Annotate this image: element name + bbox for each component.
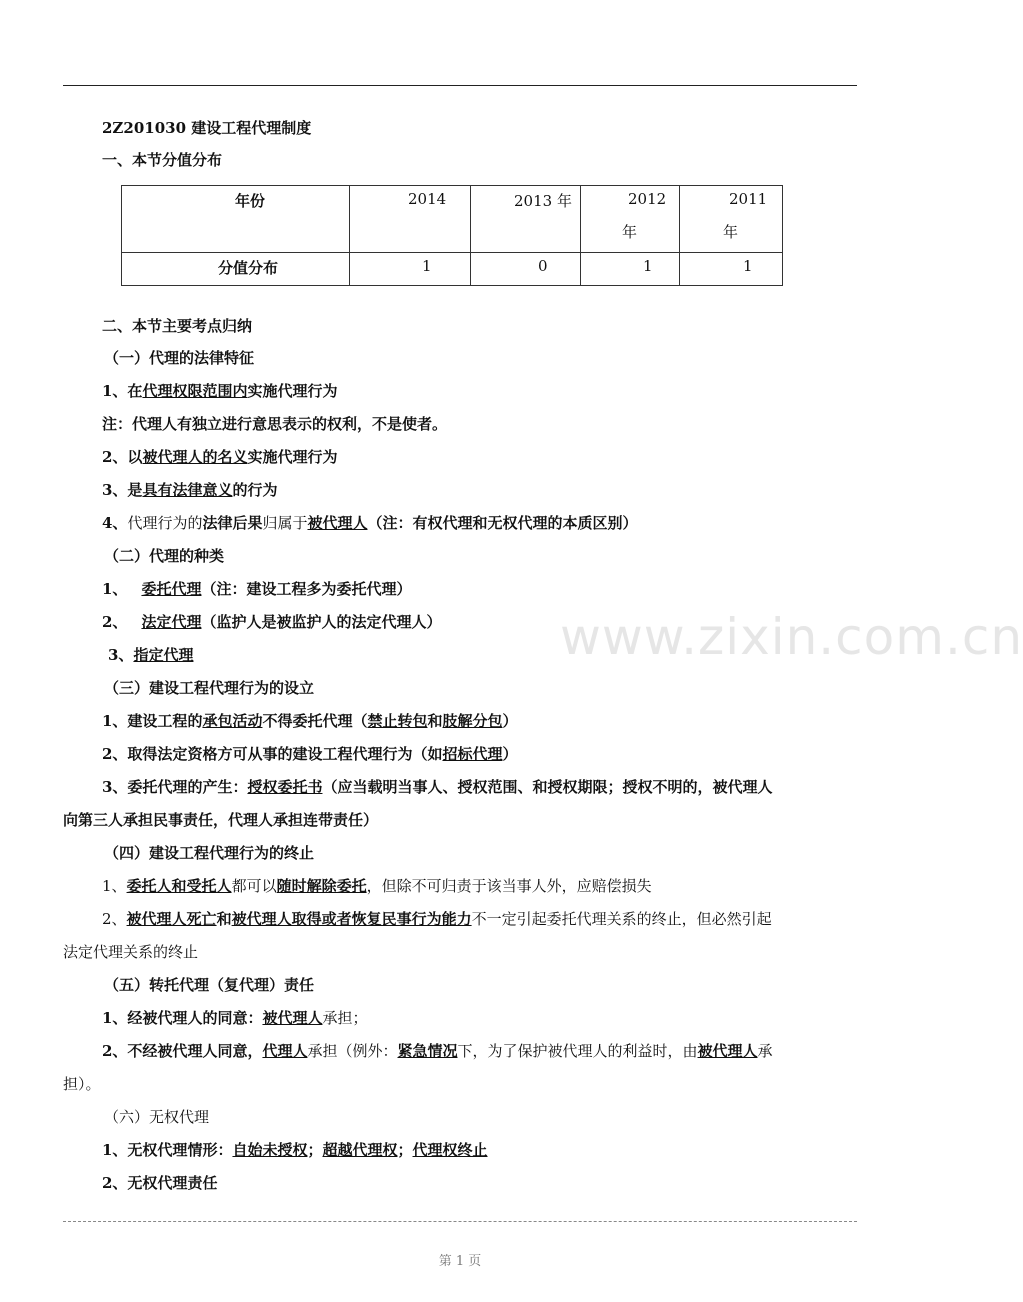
list-item-continuation: 担）。 — [63, 1075, 101, 1093]
list-item: 2、不经被代理人同意，代理人承担（例外：紧急情况下，为了保护被代理人的利益时，由被代理人承 — [102, 1042, 773, 1060]
list-item: 3、委托代理的产生：授权委托书（应当载明当事人、授权范围、和授权期限；授权不明的，被代理人 — [102, 778, 773, 796]
subsection-title: （三）建设工程代理行为的设立 — [104, 679, 315, 697]
table-cell: 分值分布 — [122, 253, 350, 286]
list-item: 1、在代理权限范围内实施代理行为 — [102, 382, 338, 400]
list-item: 2、 法定代理（监护人是被监护人的法定代理人） — [102, 613, 442, 631]
subsection-title: （四）建设工程代理行为的终止 — [104, 844, 315, 862]
list-item: 4、代理行为的法律后果归属于被代理人（注：有权代理和无权代理的本质区别） — [102, 514, 638, 532]
list-item: 2、取得法定资格方可从事的建设工程代理行为（如招标代理） — [102, 745, 518, 763]
list-item: 2、以被代理人的名义实施代理行为 — [102, 448, 338, 466]
table-cell: 0 — [471, 253, 581, 286]
table-cell: 年份 — [122, 186, 350, 253]
note: 注：代理人有独立进行意思表示的权利，不是使者。 — [102, 415, 448, 433]
list-item: 3、是具有法律意义的行为 — [102, 481, 278, 499]
subsection-title: （六）无权代理 — [104, 1108, 210, 1126]
watermark: www.zixin.com.cn — [560, 608, 1023, 666]
table-cell: 2012 年 — [581, 186, 680, 253]
list-item: 1、建设工程的承包活动不得委托代理（禁止转包和肢解分包） — [102, 712, 518, 730]
section-2-title: 二、本节主要考点归纳 — [102, 317, 253, 335]
table-cell: 2011 年 — [680, 186, 783, 253]
page-number: 第 1 页 — [438, 1254, 482, 1269]
list-item: 1、无权代理情形：自始未授权；超越代理权；代理权终止 — [102, 1141, 488, 1159]
table-cell: 2013 年 — [471, 186, 581, 253]
section-1-title: 一、本节分值分布 — [102, 151, 223, 169]
subsection-title: （一）代理的法律特征 — [104, 349, 255, 367]
list-item: 1、经被代理人的同意：被代理人承担； — [102, 1009, 368, 1027]
table-cell: 1 — [581, 253, 680, 286]
table-row — [122, 186, 783, 253]
table-row — [122, 253, 783, 286]
footer-rule — [63, 1221, 857, 1222]
list-item-continuation: 向第三人承担民事责任，代理人承担连带责任） — [63, 811, 379, 829]
list-item: 3、指定代理 — [108, 646, 194, 664]
subsection-title: （二）代理的种类 — [104, 547, 225, 565]
list-item: 2、无权代理责任 — [102, 1174, 218, 1192]
list-item-continuation: 法定代理关系的终止 — [63, 943, 199, 961]
section-heading: 2Z201030 建设工程代理制度 — [102, 119, 312, 137]
score-table — [121, 185, 783, 286]
table-cell: 2014 — [350, 186, 471, 253]
top-rule — [63, 85, 857, 86]
table-cell: 1 — [350, 253, 471, 286]
subsection-title: （五）转托代理（复代理）责任 — [104, 976, 315, 994]
table-cell: 1 — [680, 253, 783, 286]
list-item: 1、委托人和受托人都可以随时解除委托，但除不可归责于该当事人外，应赔偿损失 — [102, 877, 652, 895]
list-item: 2、被代理人死亡和被代理人取得或者恢复民事行为能力不一定引起委托代理关系的终止，但必然引起 — [102, 910, 772, 928]
list-item: 1、 委托代理（注：建设工程多为委托代理） — [102, 580, 412, 598]
